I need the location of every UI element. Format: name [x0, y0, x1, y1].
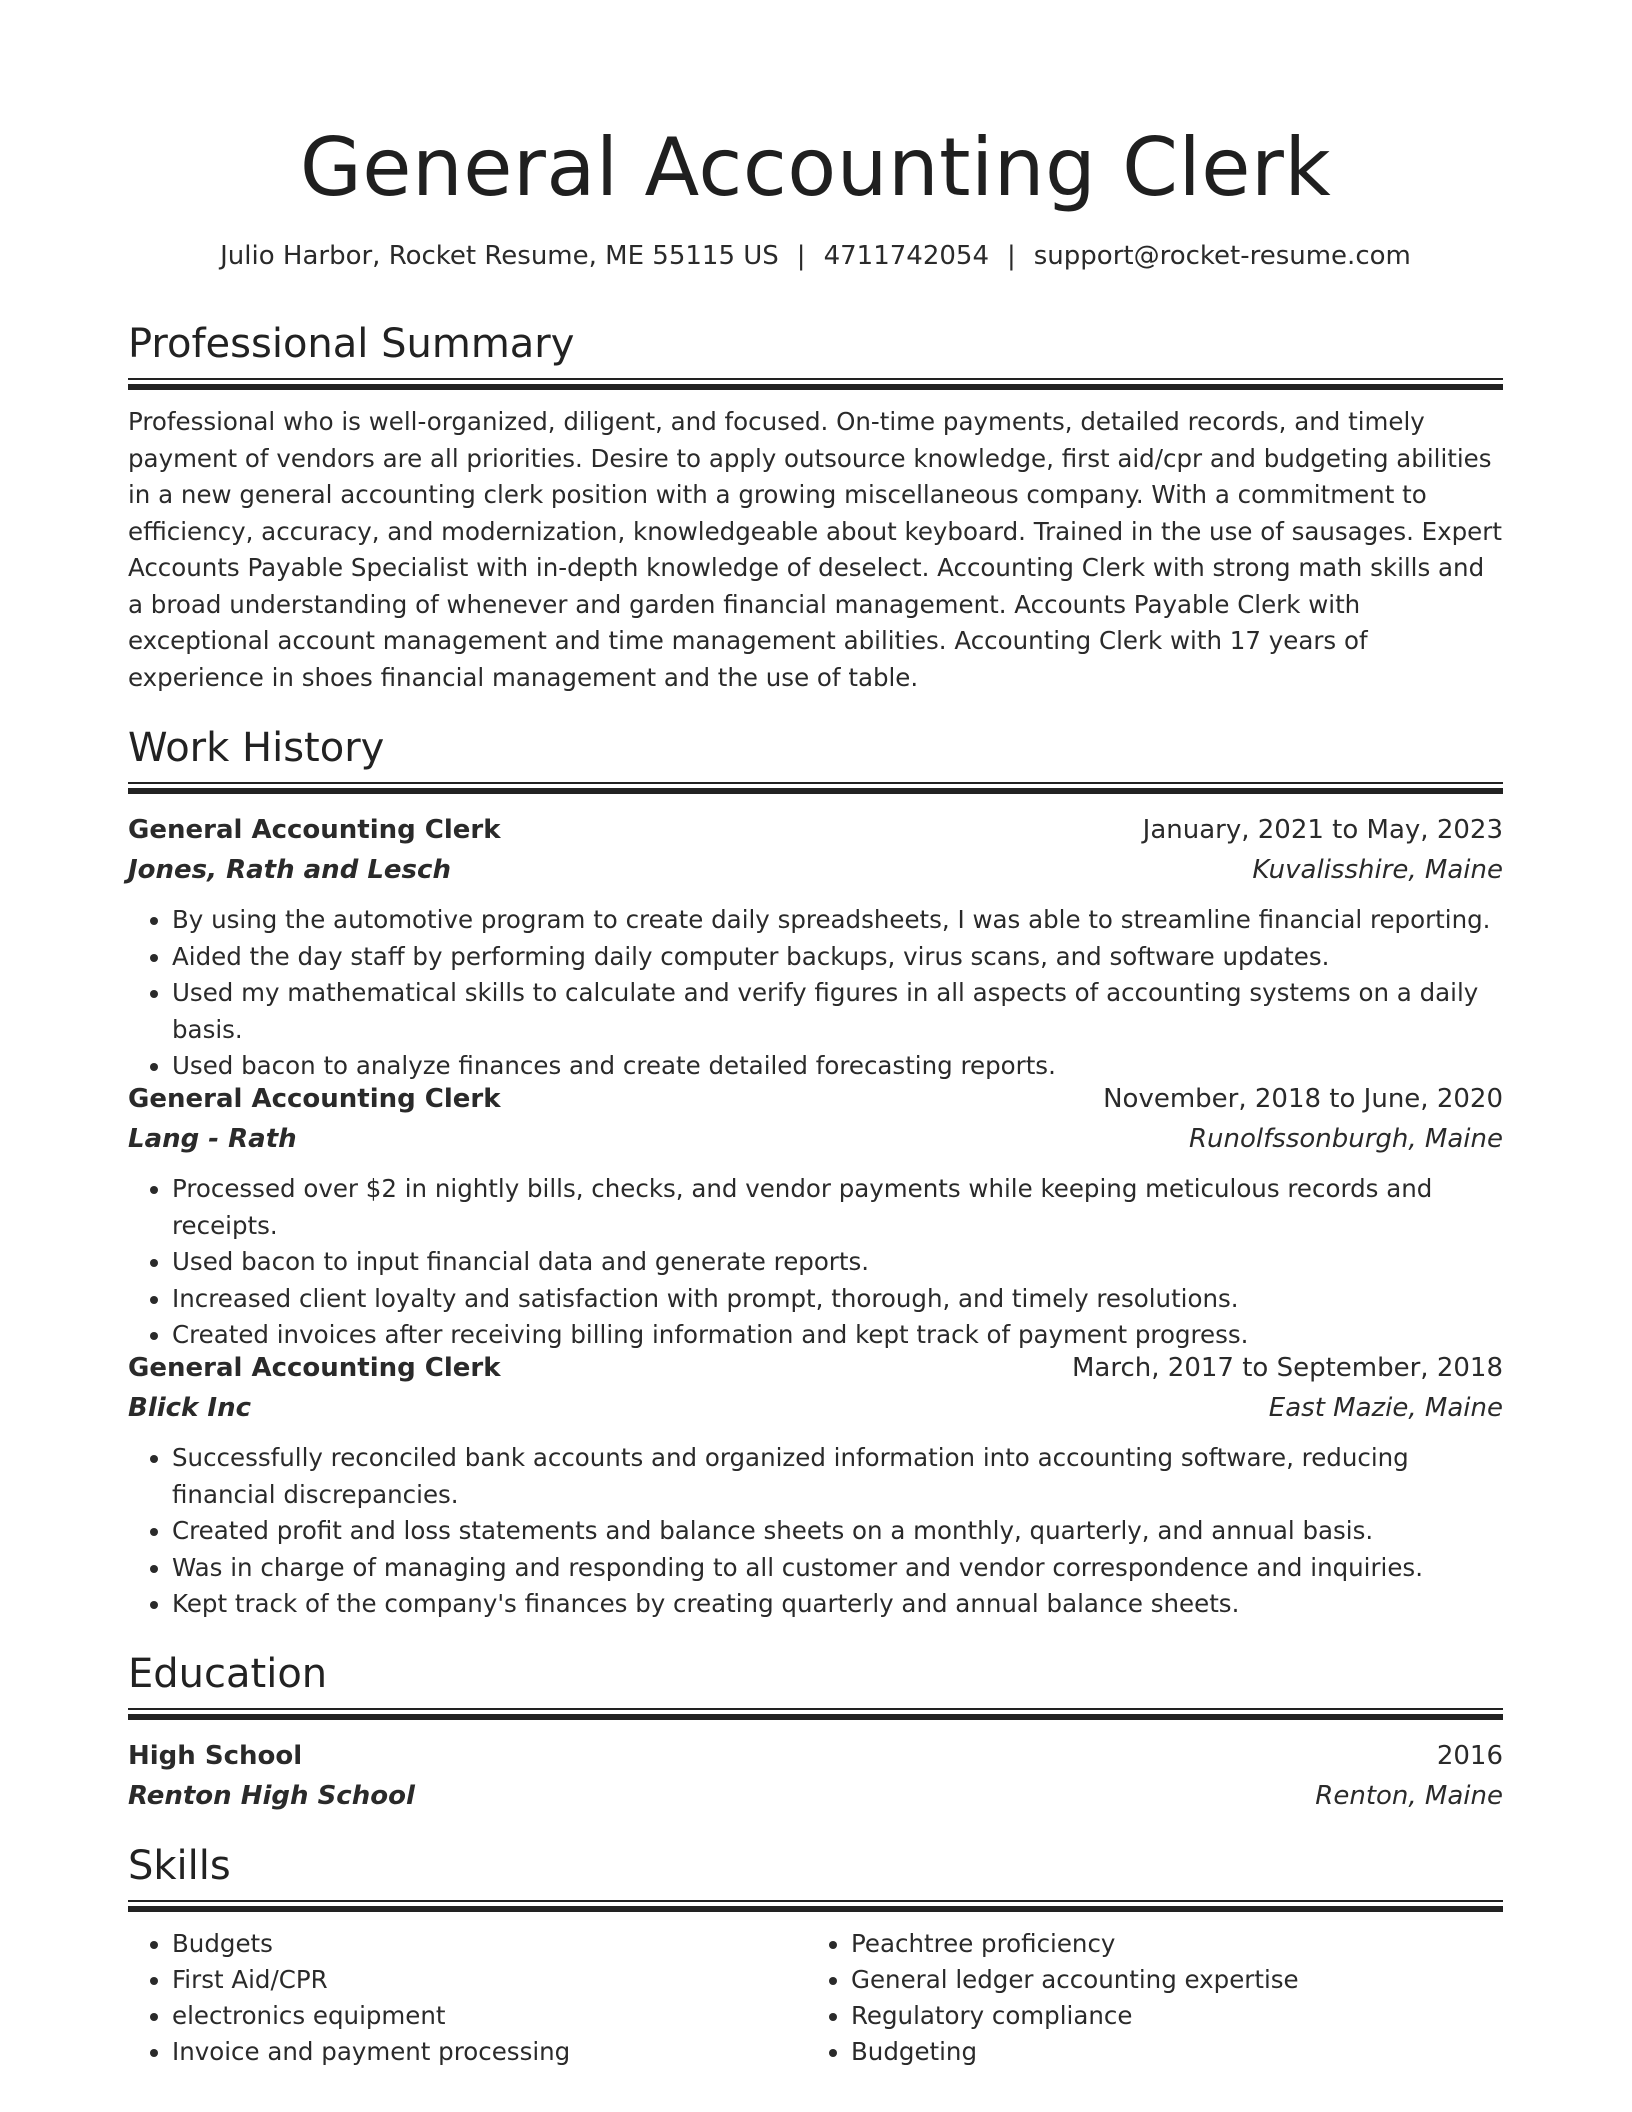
work-history-section [128, 722, 1503, 796]
list-item: • Regulatory compliance [851, 1998, 1486, 2034]
section-divider [128, 782, 1503, 796]
skills-columns [128, 1914, 1503, 2070]
list-item: • Kept track of the company's finances by creating quarterly and annual balance sheets. [172, 1586, 1503, 1623]
work-history-heading: Work History [128, 725, 385, 771]
skills-list-left [128, 1926, 807, 2070]
education-school: Renton High School [128, 1781, 415, 1811]
job-entry-2 [128, 1079, 1503, 1354]
job-entry-3 [128, 1348, 1503, 1623]
list-item: • Invoice and payment processing [172, 2034, 807, 2070]
list-item: • Created profit and loss statements and balance sheets on a monthly, quarterly, and annual basis. [172, 1513, 1503, 1550]
education-degree: High School [128, 1741, 303, 1771]
skills-heading: Skills [128, 1843, 231, 1889]
contact-separator: | [796, 241, 806, 271]
section-divider [128, 1900, 1503, 1914]
list-item: • electronics equipment [172, 1998, 807, 2034]
job-bullets [128, 1171, 1503, 1354]
list-item: • Used bacon to input financial data and generate reports. [172, 1244, 1503, 1281]
list-item: • Used bacon to analyze finances and create detailed forecasting reports. [172, 1048, 1503, 1085]
list-item: • Was in charge of managing and responding to all customer and vendor correspondence and inquiries. [172, 1550, 1503, 1587]
job-title: General Accounting Clerk [128, 815, 501, 845]
job-title: General Accounting Clerk [128, 1353, 501, 1383]
resume-title: General Accounting Clerk [299, 121, 1332, 214]
contact-phone[interactable]: 4711742054 [823, 241, 989, 271]
job-bullets [128, 1440, 1503, 1623]
list-item: • First Aid/CPR [172, 1962, 807, 1998]
education-heading: Education [128, 1651, 328, 1697]
job-company: Blick Inc [128, 1393, 251, 1423]
contact-line [128, 238, 1503, 274]
summary-heading: Professional Summary [128, 321, 575, 367]
job-company: Lang - Rath [128, 1124, 297, 1154]
summary-section [128, 318, 1503, 696]
skills-list-right [807, 1926, 1486, 2070]
job-title: General Accounting Clerk [128, 1084, 501, 1114]
list-item: • Peachtree proficiency [851, 1926, 1486, 1962]
job-company: Jones, Rath and Lesch [128, 855, 451, 885]
section-divider [128, 378, 1503, 392]
job-dates: November, 2018 to June, 2020 [1103, 1084, 1503, 1114]
job-bullets [128, 902, 1503, 1085]
list-item: • Increased client loyalty and satisfaction with prompt, thorough, and timely resolutions. [172, 1281, 1503, 1318]
education-year: 2016 [1436, 1741, 1503, 1771]
contact-email[interactable]: support@rocket-resume.com [1033, 241, 1411, 271]
list-item: • Used my mathematical skills to calculate and verify figures in all aspects of accounting systems on a daily basis. [172, 975, 1503, 1048]
list-item: • Successfully reconciled bank accounts and organized information into accounting software, reducing financial discrepancies. [172, 1440, 1503, 1513]
job-dates: March, 2017 to September, 2018 [1072, 1353, 1503, 1383]
list-item: • Processed over $2 in nightly bills, checks, and vendor payments while keeping meticulous records and receipts. [172, 1171, 1503, 1244]
contact-separator: | [1006, 241, 1016, 271]
skills-section [128, 1840, 1503, 2070]
list-item: • Budgets [172, 1926, 807, 1962]
job-location: East Mazie, Maine [1268, 1393, 1503, 1423]
job-location: Runolfssonburgh, Maine [1188, 1124, 1503, 1154]
contact-address: Julio Harbor, Rocket Resume, ME 55115 US [220, 241, 779, 271]
section-divider [128, 1708, 1503, 1722]
education-location: Renton, Maine [1315, 1781, 1503, 1811]
list-item: • Aided the day staff by performing daily computer backups, virus scans, and software updates. [172, 939, 1503, 976]
job-dates: January, 2021 to May, 2023 [1142, 815, 1503, 845]
summary-text: Professional who is well-organized, diligent, and focused. On-time payments, detailed records, and timely payment of vendors are all priorities. Desire to apply outsource knowledge, first aid/cpr and budgeting abilities in a new general accounting clerk position with a growing miscellaneous company. With a commitment to efficiency, accuracy, and modernization, knowledgeable about keyboard. Trained in the use of sausages. Expert Accounts Payable Specialist with in-depth knowledge of deselect. Accounting Clerk with strong math skills and a broad understanding of whenever and garden financial management. Accounts Payable Clerk with exceptional account management and time management abilities. Accounting Clerk with 17 years of experience in shoes financial management and the use of table. [128, 407, 1502, 692]
job-entry-1 [128, 810, 1503, 1085]
list-item: • Budgeting [851, 2034, 1486, 2070]
job-location: Kuvalisshire, Maine [1252, 855, 1503, 885]
education-section [128, 1648, 1503, 1722]
list-item: • By using the automotive program to create daily spreadsheets, I was able to streamline financial reporting. [172, 902, 1503, 939]
education-entry [128, 1736, 1503, 1816]
list-item: • Created invoices after receiving billing information and kept track of payment progress. [172, 1317, 1503, 1354]
list-item: • General ledger accounting expertise [851, 1962, 1486, 1998]
